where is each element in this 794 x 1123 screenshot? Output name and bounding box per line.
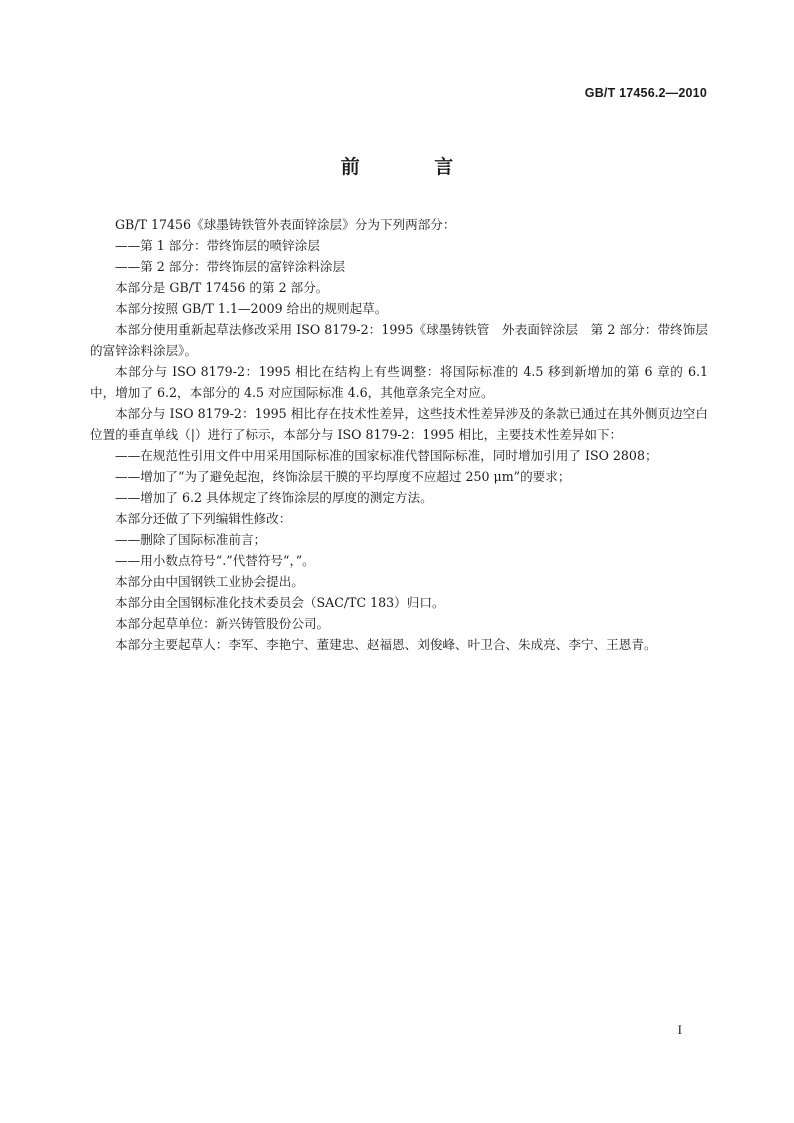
foreword-body [90, 214, 713, 655]
paragraph: 本部分是 GB/T 17456 的第 2 部分。 [115, 280, 329, 295]
paragraph: 本部分与 ISO 8179-2：1995 相比在结构上有些调整：将国际标准的 4.5 移到新增加的第 6 章的 6.1 中，增加了 6.2，本部分的 4.5 对应国际标准 4.6，其他章条完全对应。 [90, 364, 713, 400]
paragraph: GB/T 17456《球墨铸铁管外表面锌涂层》分为下列两部分： [115, 217, 456, 232]
list-item: ——增加了 6.2 具体规定了终饰涂层的厚度的测定方法。 [115, 490, 433, 505]
list-item: ——用小数点符号“.”代替符号“，”。 [115, 553, 315, 568]
paragraph: 本部分按照 GB/T 1.1—2009 给出的规则起草。 [115, 301, 388, 316]
paragraph: 本部分由全国钢标准化技术委员会（SAC/TC 183）归口。 [115, 595, 445, 610]
paragraph: 本部分起草单位：新兴铸管股份公司。 [115, 616, 330, 631]
list-item: ——第 2 部分：带终饰层的富锌涂料涂层 [115, 259, 346, 274]
paragraph: 本部分由中国钢铁工业协会提出。 [115, 574, 304, 589]
page-title: 前 言 [340, 156, 488, 178]
list-item: ——增加了“为了避免起泡，终饰涂层干膜的平均厚度不应超过 250 μm”的要求； [115, 469, 571, 484]
standard-code: GB/T 17456.2—2010 [584, 86, 707, 100]
paragraph: 本部分与 ISO 8179-2：1995 相比存在技术性差异，这些技术性差异涉及的条款已通过在其外侧页边空白位置的垂直单线（|）进行了标示，本部分与 ISO 8179-2：1995 相比，主要技术性差异如下： [90, 406, 708, 442]
list-item: ——删除了国际标准前言； [115, 532, 267, 547]
paragraph: 本部分使用重新起草法修改采用 ISO 8179-2：1995《球墨铸铁管 外表面锌涂层 第 2 部分：带终饰层的富锌涂料涂层》。 [90, 322, 708, 358]
list-item: ——在规范性引用文件中用采用国际标准的国家标准代替国际标准，同时增加引用了 ISO 2808； [115, 448, 658, 463]
page-number: I [677, 1022, 682, 1037]
list-item: ——第 1 部分：带终饰层的喷锌涂层 [115, 238, 320, 253]
paragraph: 本部分还做了下列编辑性修改： [115, 511, 292, 526]
paragraph: 本部分主要起草人：李军、李艳宁、董建忠、赵福恩、刘俊峰、叶卫合、朱成亮、李宁、王恩青。 [115, 637, 657, 652]
